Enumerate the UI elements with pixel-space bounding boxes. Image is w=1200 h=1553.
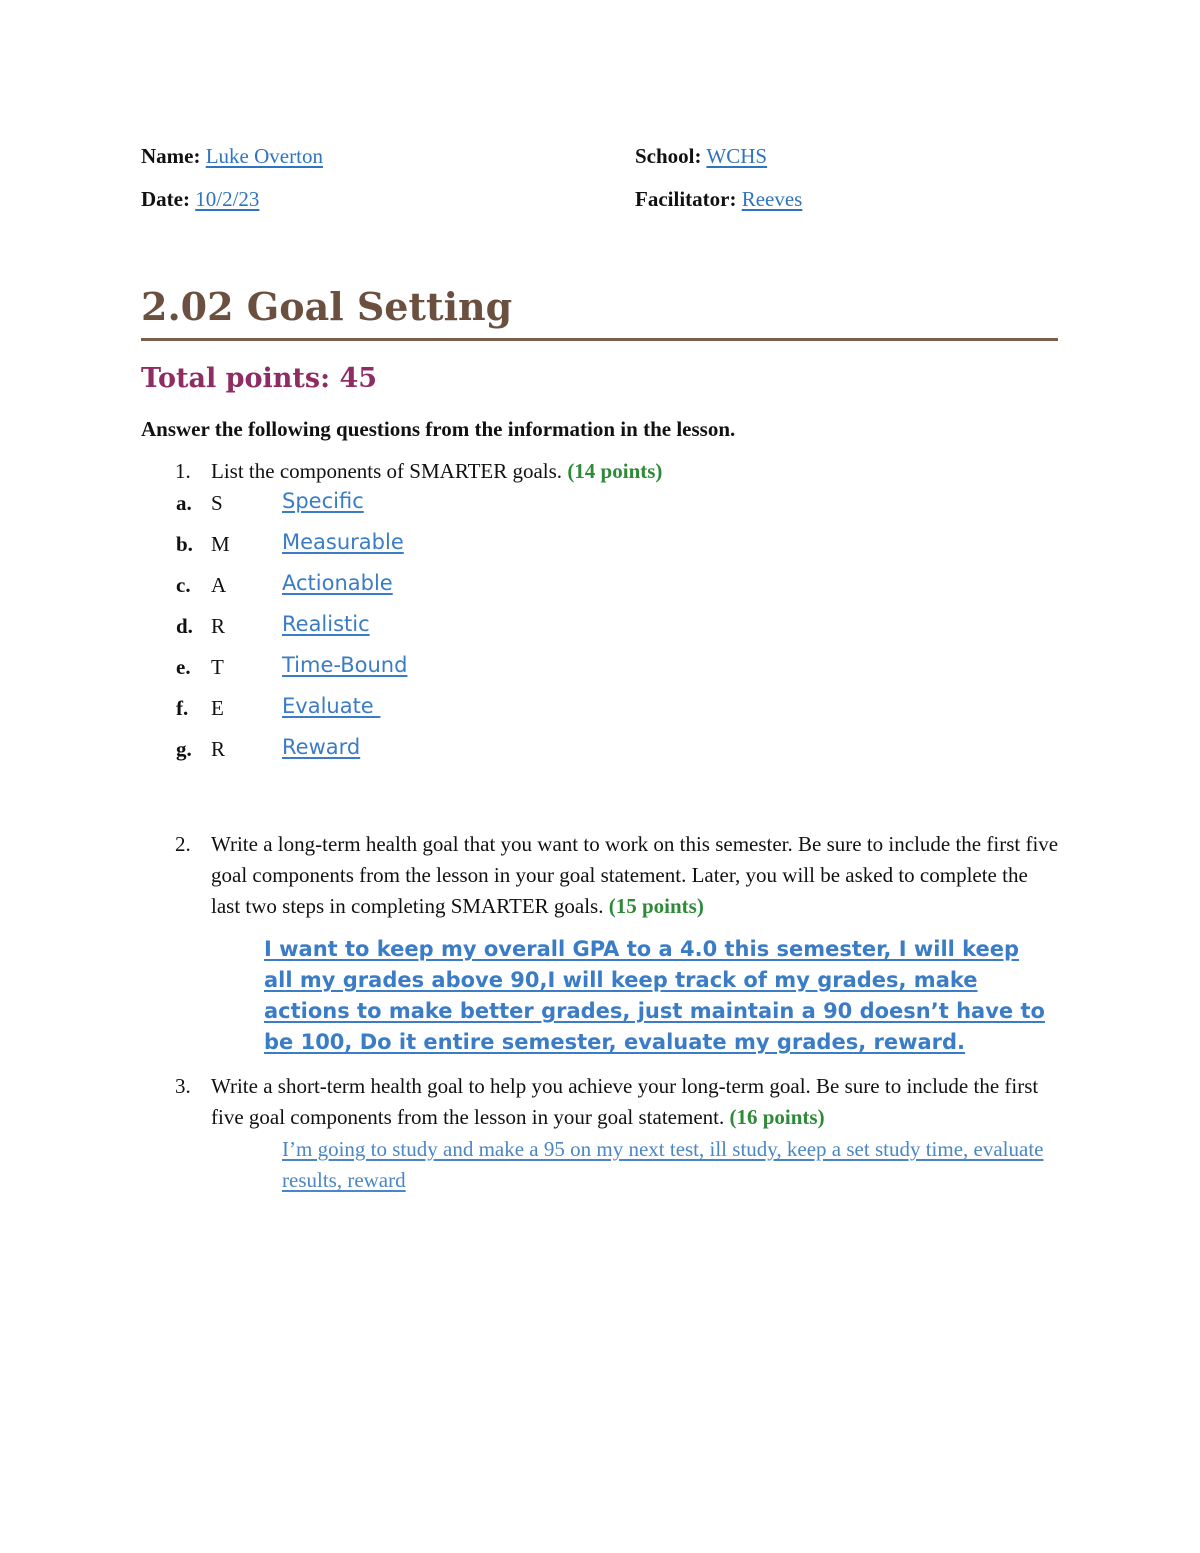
date-label: Date: — [141, 187, 190, 211]
name-value[interactable]: Luke Overton — [205, 144, 323, 168]
item-answer-measurable[interactable]: Measurable — [282, 530, 404, 554]
item-key: M — [211, 532, 230, 556]
question-3-text — [211, 1071, 1071, 1133]
name-label: Name: — [141, 144, 201, 168]
item-answer-time-bound[interactable]: Time-Bound — [282, 653, 408, 677]
question-1-prompt: List the components of SMARTER goals. — [211, 459, 568, 483]
item-key: T — [211, 655, 224, 679]
question-3-answer[interactable]: I’m going to study and make a 95 on my next test, ill study, keep a set study time, evaluate results, reward — [282, 1137, 1044, 1192]
question-2-number: 2. — [175, 832, 191, 856]
name-field — [141, 143, 323, 169]
facilitator-value[interactable]: Reeves — [741, 187, 803, 211]
item-letter: d. — [176, 614, 193, 638]
school-value[interactable]: WCHS — [706, 144, 768, 168]
item-key: R — [211, 614, 226, 638]
school-field — [635, 143, 767, 169]
item-letter: b. — [176, 532, 193, 556]
item-key: R — [211, 737, 226, 761]
total-points-heading: Total points: 45 — [141, 363, 378, 394]
facilitator-field — [635, 186, 802, 212]
date-value[interactable]: 10/2/23 — [195, 187, 260, 211]
title-divider — [141, 338, 1058, 341]
question-3-prompt: Write a short-term health goal to help you achieve your long-term goal. Be sure to include the first five goal components from the lesson in your goal statement. — [211, 1074, 1039, 1129]
item-letter: c. — [176, 573, 191, 597]
instructions: Answer the following questions from the information in the lesson. — [141, 417, 736, 441]
question-1-points: (14 points) — [567, 459, 663, 483]
item-answer-actionable[interactable]: Actionable — [282, 571, 393, 595]
item-letter: g. — [176, 737, 192, 761]
date-field — [141, 186, 259, 212]
question-1-number: 1. — [175, 459, 191, 483]
question-3-number: 3. — [175, 1074, 191, 1098]
question-3-points: (16 points) — [729, 1105, 825, 1129]
school-label: School: — [635, 144, 702, 168]
question-2-points: (15 points) — [608, 894, 704, 918]
item-key: E — [211, 696, 224, 720]
item-answer-realistic[interactable]: Realistic — [282, 612, 370, 636]
question-1-text — [211, 456, 662, 487]
item-key: S — [211, 491, 223, 515]
document-title: 2.02 Goal Setting — [141, 284, 513, 329]
question-2-prompt: Write a long-term health goal that you want to work on this semester. Be sure to include the first five goal components from the lesson in your goal statement. Later, you will be asked to complete the last two steps in completing SMARTER goals. — [211, 832, 1059, 918]
item-letter: f. — [176, 696, 189, 720]
question-2-text — [211, 829, 1061, 922]
question-2-answer[interactable]: I want to keep my overall GPA to a 4.0 this semester, I will keep all my grades above 90,I will keep track of my grades, make actions to make better grades, just maintain a 90 doesn’t have to be 100, Do it entire semester, evaluate my grades, reward. — [264, 937, 1045, 1054]
item-answer-evaluate[interactable]: Evaluate — [282, 694, 381, 718]
item-letter: e. — [176, 655, 191, 679]
item-key: A — [211, 573, 227, 597]
item-answer-reward[interactable]: Reward — [282, 735, 361, 759]
item-answer-specific[interactable]: Specific — [282, 489, 364, 513]
facilitator-label: Facilitator: — [635, 187, 737, 211]
item-letter: a. — [176, 491, 192, 515]
